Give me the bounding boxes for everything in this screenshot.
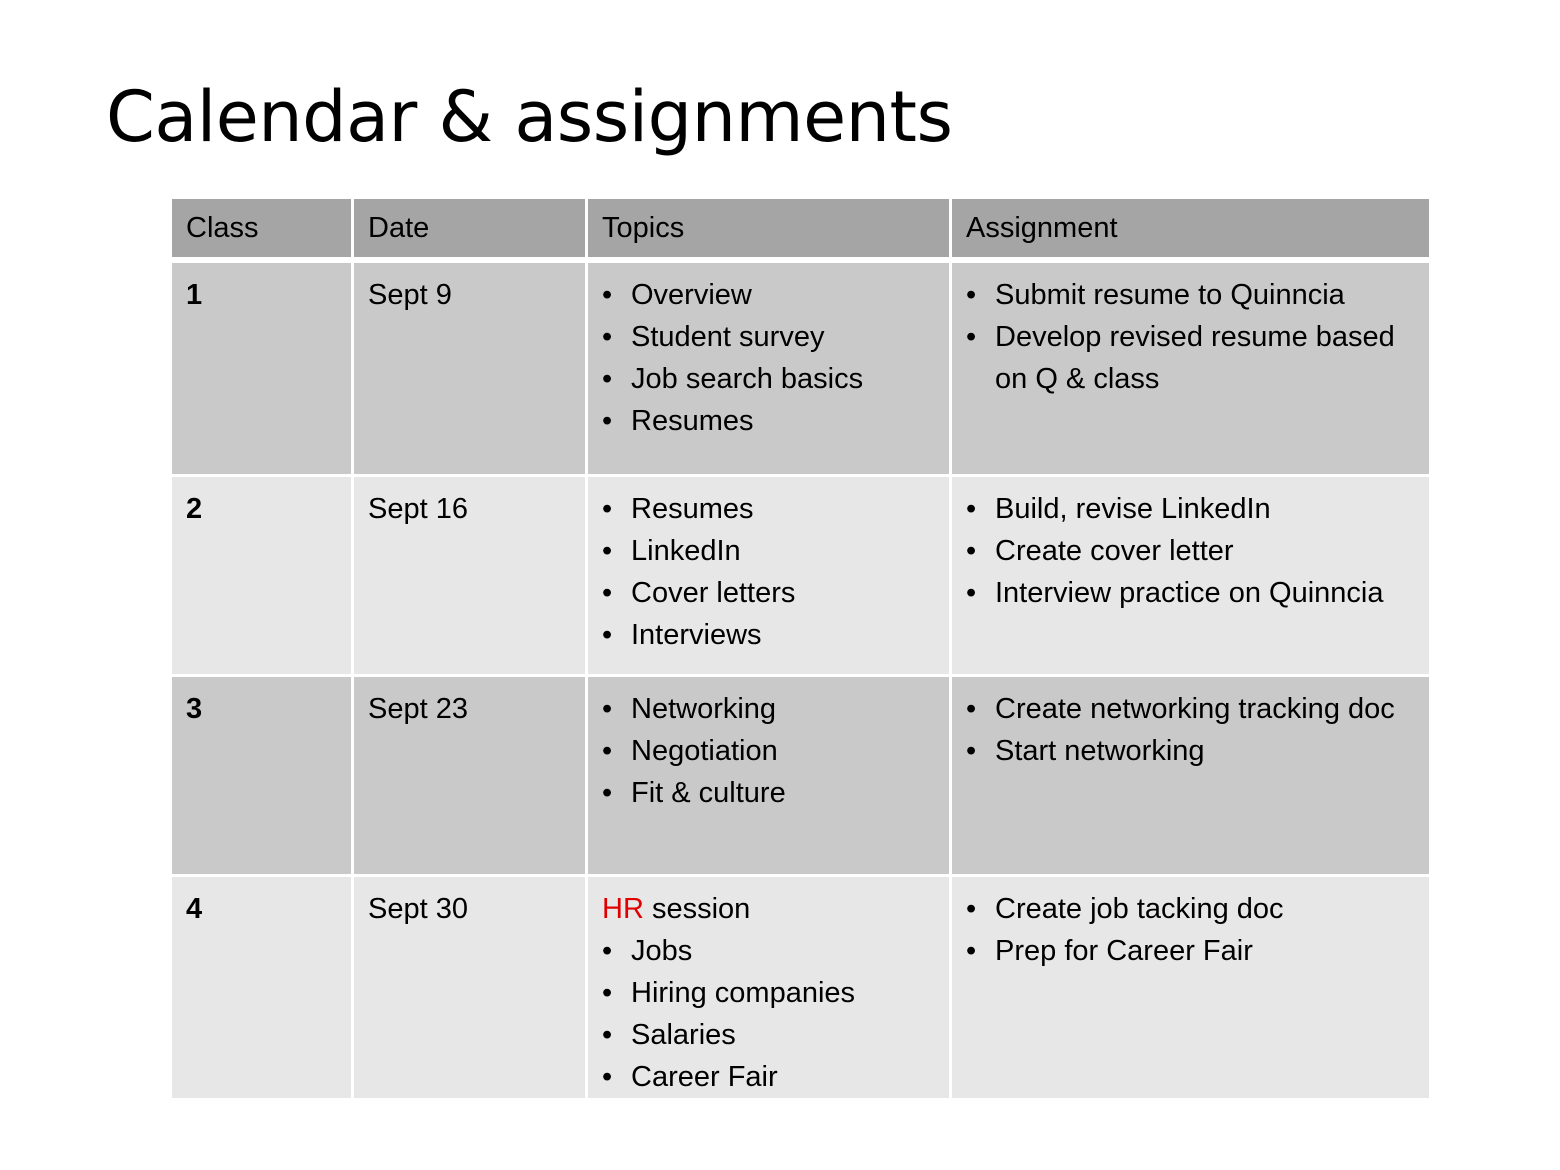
topic-item: • Student survey (602, 316, 935, 358)
assignment-item: • Interview practice on Quinncia (966, 572, 1415, 614)
assignment-list (966, 688, 1415, 772)
topic-item: • LinkedIn (602, 530, 935, 572)
table-row (171, 476, 1431, 676)
header-topics: Topics (587, 198, 951, 261)
topics-list (602, 488, 935, 656)
class-number: 2 (171, 476, 353, 676)
topic-item: • Interviews (602, 614, 935, 656)
assignment-item: • Develop revised resume based on Q & class (966, 316, 1415, 400)
topic-item: • Salaries (602, 1014, 935, 1056)
topic-item: • Resumes (602, 400, 935, 442)
header-date: Date (353, 198, 587, 261)
schedule-table (169, 196, 1432, 1101)
assignment-item: • Create job tacking doc (966, 888, 1415, 930)
assignment-item: • Create networking tracking doc (966, 688, 1415, 730)
assignment-list (966, 888, 1415, 972)
topics-list (602, 274, 935, 442)
class-date: Sept 30 (353, 876, 587, 1100)
class-number: 1 (171, 260, 353, 476)
topics-intro-rest: session (643, 893, 751, 925)
assignment-cell (951, 876, 1431, 1100)
topics-cell (587, 260, 951, 476)
topic-item: • Negotiation (602, 730, 935, 772)
class-date: Sept 23 (353, 676, 587, 876)
table-row (171, 676, 1431, 876)
topics-cell (587, 876, 951, 1100)
topics-cell (587, 676, 951, 876)
topic-item: • Cover letters (602, 572, 935, 614)
topic-item: • Fit & culture (602, 772, 935, 814)
class-number: 3 (171, 676, 353, 876)
assignment-item: • Start networking (966, 730, 1415, 772)
topic-item: • Resumes (602, 488, 935, 530)
assignment-list (966, 274, 1415, 400)
topic-item: • Career Fair (602, 1056, 935, 1098)
class-date: Sept 16 (353, 476, 587, 676)
header-assignment: Assignment (951, 198, 1431, 261)
topic-item: • Hiring companies (602, 972, 935, 1014)
topic-item: • Networking (602, 688, 935, 730)
assignment-item: • Create cover letter (966, 530, 1415, 572)
assignment-cell (951, 260, 1431, 476)
assignment-list (966, 488, 1415, 614)
assignment-cell (951, 676, 1431, 876)
hr-highlight-text: HR (602, 893, 644, 925)
topics-intro (602, 888, 935, 930)
table-row (171, 260, 1431, 476)
assignment-cell (951, 476, 1431, 676)
topic-item: • Job search basics (602, 358, 935, 400)
topic-item: • Jobs (602, 930, 935, 972)
topics-list (602, 688, 935, 814)
assignment-item: • Prep for Career Fair (966, 930, 1415, 972)
page-title: Calendar & assignments (106, 76, 953, 158)
topics-list (602, 930, 935, 1098)
class-number: 4 (171, 876, 353, 1100)
table-header-row (171, 198, 1431, 261)
assignment-item: • Build, revise LinkedIn (966, 488, 1415, 530)
header-class: Class (171, 198, 353, 261)
assignment-item: • Submit resume to Quinncia (966, 274, 1415, 316)
class-date: Sept 9 (353, 260, 587, 476)
topics-cell (587, 476, 951, 676)
table-row (171, 876, 1431, 1100)
topic-item: • Overview (602, 274, 935, 316)
